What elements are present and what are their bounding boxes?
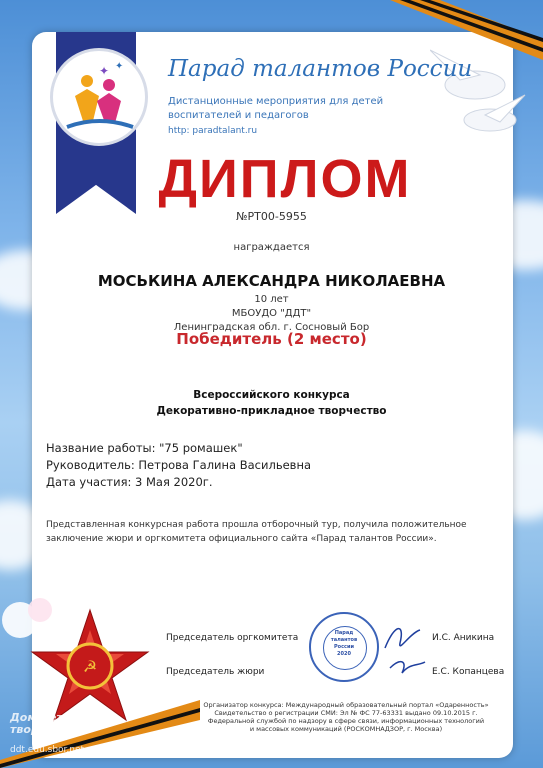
chair-jury-name: Е.С. Копанцева xyxy=(432,667,505,677)
diploma-number: №РТ00-5955 xyxy=(236,210,307,223)
stamp-line: 2020 xyxy=(337,651,351,657)
chair-org-name: И.С. Аникина xyxy=(432,633,495,643)
doves-icon xyxy=(430,40,530,140)
brand-subtitle-line: воспитателей и педагогов xyxy=(168,110,309,121)
recipient-school: МБОУДО "ДДТ" xyxy=(231,308,312,319)
awarded-label: награждается xyxy=(233,242,310,253)
watermark-line: Дом детского xyxy=(10,711,98,724)
footer-line: Федеральной службой по надзору в сфере связи, информационных технологий xyxy=(207,717,485,725)
svg-text:☭: ☭ xyxy=(82,657,98,676)
footer-line: Организатор конкурса: Международный образовательный портал «Одаренность» xyxy=(203,701,489,709)
recipient-name: МОСЬКИНА АЛЕКСАНДРА НИКОЛАЕВНА xyxy=(97,272,446,290)
watermark-url: ddt.edu.sbor.net xyxy=(10,745,85,755)
svg-text:✦: ✦ xyxy=(99,64,110,78)
work-supervisor: Руководитель: Петрова Галина Васильевна xyxy=(46,458,312,472)
official-stamp xyxy=(309,612,379,682)
contest-line: Всероссийского конкурса xyxy=(193,389,350,401)
work-title: Название работы: "75 ромашек" xyxy=(46,441,243,455)
brand-title: Парад талантов России xyxy=(168,56,473,82)
work-details xyxy=(46,440,311,491)
diploma-title: ДИПЛОМ xyxy=(158,149,412,209)
brand-subtitle xyxy=(168,95,383,123)
recipient-location: Ленинградская обл. г. Сосновый Бор xyxy=(173,322,370,333)
footer-line: и массовых коммуникаций (РОСКОМНАДЗОР, г. Москва) xyxy=(249,725,443,733)
contest-line: Декоративно-прикладное творчество xyxy=(156,405,387,417)
chair-org-label: Председатель оргкомитета xyxy=(166,633,299,643)
stamp-line: России xyxy=(333,644,355,650)
footer-line: Свидетельство о регистрации СМИ: Эл № ФС 77-63331 выдано 09.10.2015 г. xyxy=(214,709,478,717)
stamp-line: талантов xyxy=(330,637,358,643)
stamp-line: Парад xyxy=(334,630,354,636)
victory-order-star-icon xyxy=(0,590,200,768)
work-date: Дата участия: 3 Мая 2020г. xyxy=(46,475,213,489)
recipient-age: 10 лет xyxy=(254,294,289,305)
watermark-line: творчества xyxy=(10,723,82,736)
brand-subtitle-line: Дистанционные мероприятия для детей xyxy=(168,96,384,107)
award-place: Победитель (2 место) xyxy=(176,330,367,348)
brand-url: http: paradtalant.ru xyxy=(168,126,258,136)
logo xyxy=(50,48,148,146)
svg-text:✦: ✦ xyxy=(115,61,124,72)
footer-text xyxy=(196,701,496,733)
children-logo-icon xyxy=(53,51,145,143)
chair-jury-label: Председатель жюри xyxy=(166,667,265,677)
jury-note: Представленная конкурсная работа прошла отборочный тур, получила положительное заключение жюри и оргкомитета официального сайта «Парад талантов России». xyxy=(46,520,467,544)
watermark-title xyxy=(10,712,98,736)
stamp-text xyxy=(311,630,377,658)
signature-icon xyxy=(380,618,430,678)
